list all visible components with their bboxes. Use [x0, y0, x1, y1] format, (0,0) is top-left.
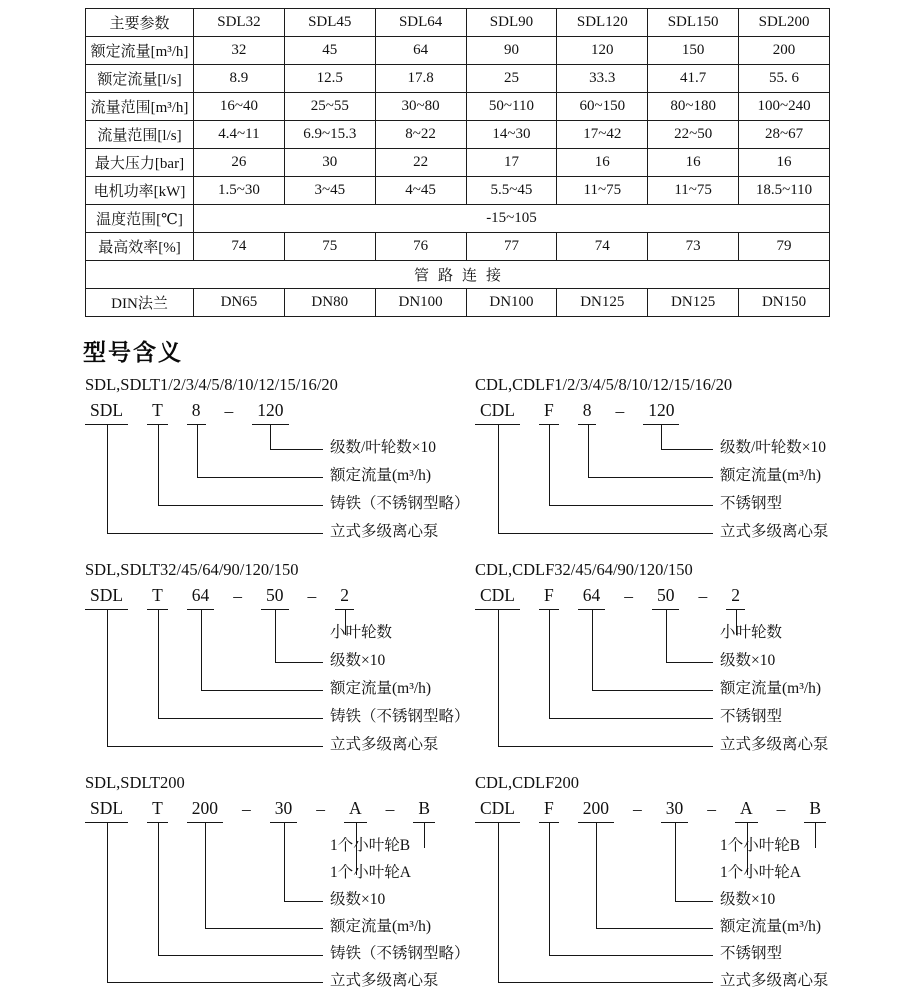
param-name-cell: 最高效率[%]	[86, 233, 194, 261]
value-cell: DN150	[739, 289, 830, 317]
model-token: T	[147, 400, 168, 425]
model-dash: –	[233, 586, 243, 606]
value-cell: 73	[648, 233, 739, 261]
component-label: 级数×10	[330, 652, 386, 669]
param-name-cell: DIN法兰	[86, 289, 194, 317]
model-diagram	[85, 773, 475, 997]
table-row	[86, 177, 830, 205]
model-token: T	[147, 585, 168, 610]
value-cell: 80~180	[648, 93, 739, 121]
model-diagram	[475, 560, 866, 761]
param-name-cell: 流量范围[l/s]	[86, 121, 194, 149]
value-cell: 64	[375, 37, 466, 65]
model-token: CDL	[475, 585, 520, 610]
value-cell: 11~75	[648, 177, 739, 205]
span-value-cell: -15~105	[194, 205, 830, 233]
model-diagram	[85, 560, 475, 761]
param-name-cell: 温度范围[℃]	[86, 205, 194, 233]
value-cell: 79	[739, 233, 830, 261]
component-label: 级数/叶轮数×10	[330, 439, 437, 456]
model-dash: –	[707, 799, 716, 819]
value-cell: DN100	[466, 289, 557, 317]
value-cell: 14~30	[466, 121, 557, 149]
group-header-cell: 管路连接	[86, 261, 830, 289]
model-header-cell: SDL150	[648, 9, 739, 37]
value-cell: 30~80	[375, 93, 466, 121]
value-cell: 8~22	[375, 121, 466, 149]
model-token: SDL	[85, 400, 128, 425]
model-token: F	[539, 798, 559, 823]
value-cell: 4.4~11	[194, 121, 285, 149]
component-label: 不锈钢型	[720, 945, 783, 962]
model-token: 8	[578, 400, 597, 425]
component-label: 立式多级离心泵	[720, 523, 829, 540]
model-code-row	[475, 585, 745, 610]
model-header-cell: SDL45	[284, 9, 375, 37]
component-label: 级数/叶轮数×10	[720, 439, 827, 456]
component-label: 立式多级离心泵	[330, 972, 439, 989]
model-token: F	[539, 400, 559, 425]
param-name-cell: 电机功率[kW]	[86, 177, 194, 205]
value-cell: 77	[466, 233, 557, 261]
component-label: 1个小叶轮B	[330, 837, 411, 854]
value-cell: 75	[284, 233, 375, 261]
model-code-row	[85, 798, 435, 823]
table-row	[86, 149, 830, 177]
model-token: F	[539, 585, 559, 610]
connector-line	[107, 610, 323, 747]
component-label: 立式多级离心泵	[330, 523, 439, 540]
connector-line	[107, 425, 323, 534]
spec-table	[85, 8, 830, 317]
table-row	[86, 121, 830, 149]
model-dash: –	[776, 799, 786, 819]
component-label: 小叶轮数	[330, 624, 393, 641]
model-token: 120	[252, 400, 288, 425]
component-label: 1个小叶轮A	[720, 864, 801, 881]
table-row	[86, 65, 830, 93]
component-label: 铸铁（不锈钢型略）	[330, 945, 470, 962]
component-label: 1个小叶轮B	[720, 837, 801, 854]
component-label: 立式多级离心泵	[330, 736, 439, 753]
component-label: 级数×10	[330, 891, 386, 908]
model-token: 30	[270, 798, 298, 823]
model-dash: –	[615, 401, 625, 421]
value-cell: DN100	[375, 289, 466, 317]
component-label: 铸铁（不锈钢型略）	[330, 495, 470, 512]
value-cell: 74	[557, 233, 648, 261]
model-token: SDL	[85, 798, 128, 823]
value-cell: 16	[557, 149, 648, 177]
model-code-row	[85, 400, 289, 425]
model-diagram	[475, 773, 866, 997]
model-token: B	[413, 798, 435, 823]
value-cell: 150	[648, 37, 739, 65]
value-cell: 16~40	[194, 93, 285, 121]
connector-line	[498, 610, 713, 747]
value-cell: 22~50	[648, 121, 739, 149]
model-token: 2	[335, 585, 354, 610]
value-cell: 50~110	[466, 93, 557, 121]
model-dash: –	[624, 586, 633, 606]
model-token: A	[735, 798, 758, 823]
connector-line	[498, 425, 713, 534]
connector-line	[498, 823, 713, 983]
value-cell: 28~67	[739, 121, 830, 149]
value-cell: DN80	[284, 289, 375, 317]
connector-line	[815, 823, 816, 848]
value-cell: 90	[466, 37, 557, 65]
table-row	[86, 261, 830, 289]
model-diagram	[475, 375, 866, 548]
model-diagram	[85, 375, 475, 548]
component-label: 额定流量(m³/h)	[330, 680, 432, 697]
param-name-cell: 额定流量[m³/h]	[86, 37, 194, 65]
table-row	[86, 205, 830, 233]
table-row	[86, 289, 830, 317]
model-token: 8	[187, 400, 206, 425]
table-row	[86, 37, 830, 65]
component-label: 立式多级离心泵	[720, 972, 829, 989]
value-cell: 26	[194, 149, 285, 177]
value-cell: 12.5	[284, 65, 375, 93]
component-label: 铸铁（不锈钢型略）	[330, 708, 470, 725]
component-label: 额定流量(m³/h)	[720, 918, 822, 935]
value-cell: 55. 6	[739, 65, 830, 93]
section-title: 型号含义	[83, 339, 183, 365]
value-cell: 33.3	[557, 65, 648, 93]
model-dash: –	[224, 401, 234, 421]
model-header-cell: SDL200	[739, 9, 830, 37]
component-label: 额定流量(m³/h)	[720, 467, 822, 484]
value-cell: 30	[284, 149, 375, 177]
model-token: 200	[578, 798, 614, 823]
model-token: 30	[661, 798, 689, 823]
value-cell: 25	[466, 65, 557, 93]
model-dash: –	[632, 799, 642, 819]
value-cell: 60~150	[557, 93, 648, 121]
component-label: 小叶轮数	[720, 624, 783, 641]
value-cell: 11~75	[557, 177, 648, 205]
component-label: 额定流量(m³/h)	[330, 918, 432, 935]
series-title: CDL,CDLF200	[475, 773, 580, 792]
value-cell: 8.9	[194, 65, 285, 93]
spec-table-body	[86, 9, 830, 317]
table-row	[86, 93, 830, 121]
model-token: SDL	[85, 585, 128, 610]
connector-line	[107, 823, 323, 983]
model-token: T	[147, 798, 168, 823]
series-title: SDL,SDLT200	[85, 773, 185, 792]
series-title: SDL,SDLT32/45/64/90/120/150	[85, 560, 299, 579]
model-token: A	[344, 798, 367, 823]
component-label: 不锈钢型	[720, 495, 783, 512]
component-label: 额定流量(m³/h)	[720, 680, 822, 697]
value-cell: DN125	[648, 289, 739, 317]
model-token: B	[804, 798, 826, 823]
component-label: 不锈钢型	[720, 708, 783, 725]
component-label: 1个小叶轮A	[330, 864, 411, 881]
value-cell: DN65	[194, 289, 285, 317]
model-dash: –	[316, 799, 326, 819]
connector-line	[424, 823, 425, 848]
value-cell: 22	[375, 149, 466, 177]
value-cell: 25~55	[284, 93, 375, 121]
series-title: CDL,CDLF1/2/3/4/5/8/10/12/15/16/20	[475, 375, 733, 394]
model-dash: –	[698, 586, 708, 606]
value-cell: DN125	[557, 289, 648, 317]
model-token: 200	[187, 798, 223, 823]
component-label: 级数×10	[720, 891, 776, 908]
value-cell: 3~45	[284, 177, 375, 205]
model-token: CDL	[475, 400, 520, 425]
model-token: 64	[578, 585, 606, 610]
series-title: CDL,CDLF32/45/64/90/120/150	[475, 560, 693, 579]
model-header-cell: SDL120	[557, 9, 648, 37]
value-cell: 41.7	[648, 65, 739, 93]
table-row	[86, 233, 830, 261]
table-header-row	[86, 9, 830, 37]
value-cell: 45	[284, 37, 375, 65]
model-code-row	[85, 585, 354, 610]
value-cell: 17	[466, 149, 557, 177]
value-cell: 17~42	[557, 121, 648, 149]
model-dash: –	[242, 799, 251, 819]
value-cell: 6.9~15.3	[284, 121, 375, 149]
model-dash: –	[307, 586, 317, 606]
param-name-cell: 最大压力[bar]	[86, 149, 194, 177]
series-title: SDL,SDLT1/2/3/4/5/8/10/12/15/16/20	[85, 375, 338, 394]
value-cell: 1.5~30	[194, 177, 285, 205]
model-header-cell: SDL64	[375, 9, 466, 37]
model-code-row	[475, 400, 679, 425]
value-cell: 16	[739, 149, 830, 177]
model-dash: –	[385, 799, 395, 819]
param-name-cell: 流量范围[m³/h]	[86, 93, 194, 121]
model-code-row	[475, 798, 826, 823]
param-header-cell: 主要参数	[86, 9, 194, 37]
value-cell: 76	[375, 233, 466, 261]
value-cell: 18.5~110	[739, 177, 830, 205]
diagram-grid	[85, 375, 915, 997]
value-cell: 74	[194, 233, 285, 261]
model-token: CDL	[475, 798, 520, 823]
component-label: 立式多级离心泵	[720, 736, 829, 753]
value-cell: 120	[557, 37, 648, 65]
model-token: 2	[726, 585, 745, 610]
model-token: 50	[261, 585, 289, 610]
model-token: 64	[187, 585, 215, 610]
value-cell: 32	[194, 37, 285, 65]
component-label: 级数×10	[720, 652, 776, 669]
component-label: 额定流量(m³/h)	[330, 467, 432, 484]
value-cell: 17.8	[375, 65, 466, 93]
value-cell: 5.5~45	[466, 177, 557, 205]
value-cell: 200	[739, 37, 830, 65]
value-cell: 16	[648, 149, 739, 177]
value-cell: 100~240	[739, 93, 830, 121]
param-name-cell: 额定流量[l/s]	[86, 65, 194, 93]
value-cell: 4~45	[375, 177, 466, 205]
model-token: 120	[643, 400, 679, 425]
model-token: 50	[652, 585, 680, 610]
model-header-cell: SDL90	[466, 9, 557, 37]
model-header-cell: SDL32	[194, 9, 285, 37]
